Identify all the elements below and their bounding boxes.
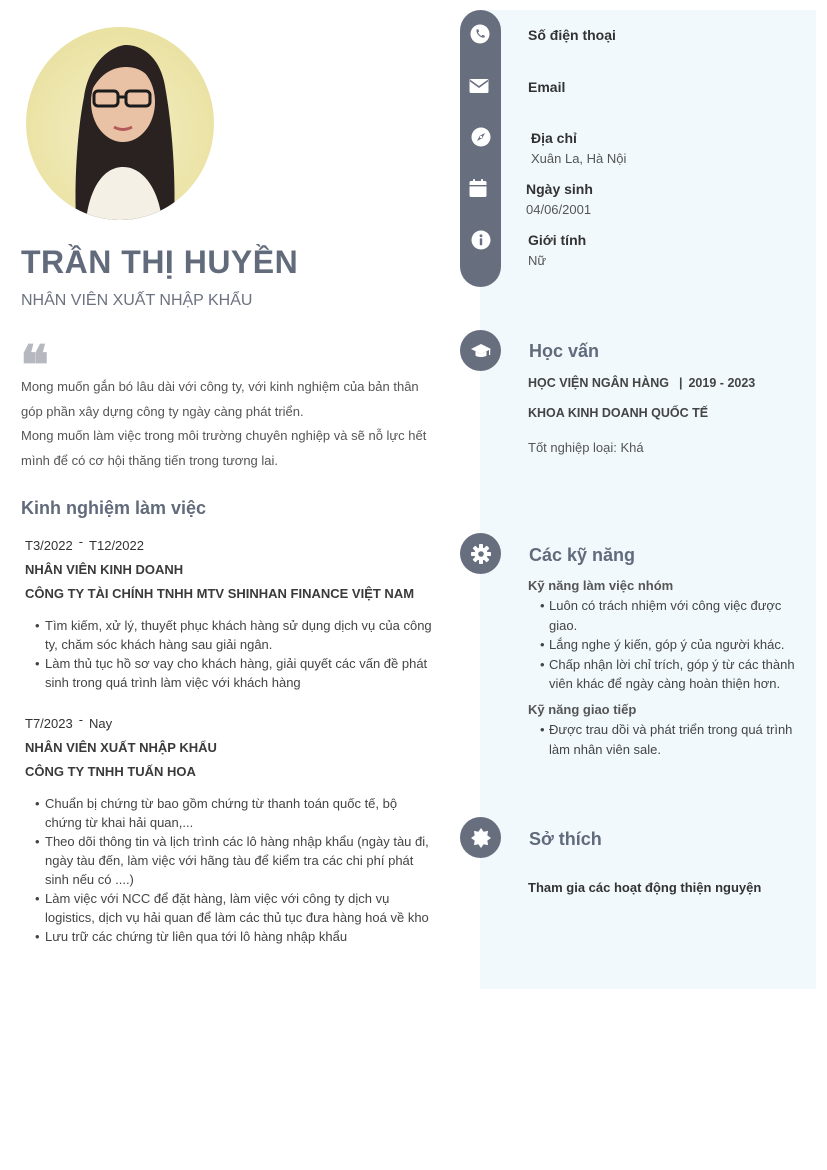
graduation-cap-icon bbox=[470, 340, 492, 362]
education-section-icon bbox=[460, 330, 501, 371]
separator: | bbox=[678, 376, 683, 390]
quote-icon: ❝ bbox=[20, 333, 50, 397]
phone-icon bbox=[470, 24, 490, 44]
date-dash: - bbox=[78, 712, 84, 727]
edu-end: 2023 bbox=[727, 376, 756, 390]
objective-line: Mong muốn gắn bó lâu dài với công ty, với kinh nghiệm của bản thân bbox=[21, 379, 419, 394]
skill-group bbox=[528, 700, 798, 759]
job-duty: • Chuẩn bị chứng từ bao gồm chứng từ thanh toán quốc tế, bộ chứng từ khai hải quan,... bbox=[35, 794, 437, 832]
info-icon bbox=[471, 230, 491, 250]
hobby-item: Tham gia các hoạt động thiện nguyện bbox=[528, 880, 762, 895]
birthday-label: Ngày sinh bbox=[526, 181, 593, 197]
skill-group-title: Kỹ năng làm việc nhóm bbox=[528, 578, 674, 593]
job-duty: • Làm thủ tục hồ sơ vay cho khách hàng, giải quyết các vấn đề phát sinh trong quá trình làm việc với khách hàng bbox=[35, 654, 437, 692]
job-company: CÔNG TY TNHH TUẤN HOA bbox=[25, 764, 196, 779]
job-entry bbox=[25, 712, 437, 946]
job-duties bbox=[25, 616, 437, 692]
badge-icon bbox=[470, 827, 492, 849]
objective-line: mình để có cơ hội thăng tiến trong tương lai. bbox=[21, 452, 279, 468]
gear-icon bbox=[470, 543, 492, 565]
school-name: HỌC VIỆN NGÂN HÀNG bbox=[528, 376, 669, 390]
education-major: KHOA KINH DOANH QUỐC TẾ bbox=[528, 406, 709, 420]
education-heading: Học vấn bbox=[529, 341, 600, 361]
job-dates bbox=[25, 534, 437, 558]
gender-label: Giới tính bbox=[528, 232, 587, 248]
job-start: T7/2023 bbox=[25, 716, 73, 731]
skill-item: • Luôn có trách nhiệm với công việc được giao. bbox=[540, 596, 798, 635]
candidate-position: NHÂN VIÊN XUẤT NHẬP KHẨU bbox=[21, 292, 253, 309]
job-duty: • Tìm kiếm, xử lý, thuyết phục khách hàng sử dụng dịch vụ của công ty, chăm sóc khách hàng sau giải ngân. bbox=[35, 616, 437, 654]
experience-heading: Kinh nghiệm làm việc bbox=[21, 498, 207, 518]
skills-section-icon bbox=[460, 533, 501, 574]
job-end: Nay bbox=[89, 716, 113, 731]
career-objective bbox=[21, 375, 441, 473]
skills-heading: Các kỹ năng bbox=[529, 545, 636, 565]
address-label: Địa chỉ bbox=[531, 130, 577, 146]
gender-value: Nữ bbox=[528, 253, 547, 268]
education-school-line bbox=[528, 376, 755, 390]
email-label: Email bbox=[528, 79, 566, 95]
job-end: T12/2022 bbox=[89, 538, 144, 553]
skill-item: • Chấp nhận lời chỉ trích, góp ý từ các thành viên khác để ngày càng hoàn thiện hơn. bbox=[540, 655, 798, 694]
job-duty: • Theo dõi thông tin và lịch trình các lô hàng nhập khẩu (ngày tàu đi, ngày tàu đến, làm việc với hãng tàu để kiểm tra các chi phí phát sinh nếu có ....) bbox=[35, 832, 437, 889]
edu-start: 2019 bbox=[688, 376, 717, 390]
job-title: NHÂN VIÊN XUẤT NHẬP KHẨU bbox=[25, 740, 217, 755]
job-dates bbox=[25, 712, 437, 736]
envelope-icon bbox=[469, 76, 489, 96]
phone-label: Số điện thoại bbox=[528, 27, 616, 43]
birthday-value: 04/06/2001 bbox=[526, 202, 592, 217]
job-duty: • Lưu trữ các chứng từ liên qua tới lô hàng nhập khẩu bbox=[35, 927, 437, 946]
hobbies-heading: Sở thích bbox=[529, 829, 602, 849]
skill-item: • Lắng nghe ý kiến, góp ý của người khác. bbox=[540, 635, 798, 655]
job-title: NHÂN VIÊN KINH DOANH bbox=[25, 562, 184, 577]
skill-item: • Được trau dồi và phát triển trong quá trình làm nhân viên sale. bbox=[540, 720, 798, 759]
compass-icon bbox=[471, 127, 491, 147]
calendar-icon bbox=[468, 178, 488, 198]
job-company: CÔNG TY TÀI CHÍNH TNHH MTV SHINHAN FINANCE VIỆT NAM bbox=[25, 586, 415, 601]
date-dash: - bbox=[78, 534, 84, 549]
skill-group bbox=[528, 576, 798, 694]
job-start: T3/2022 bbox=[25, 538, 73, 553]
profile-photo bbox=[26, 27, 214, 220]
job-duty: • Làm việc với NCC để đặt hàng, làm việc với công ty dịch vụ logistics, dịch vụ hải quan để làm các thủ tục đưa hàng hoá về kho bbox=[35, 889, 437, 927]
education-note: Tốt nghiệp loại: Khá bbox=[528, 440, 644, 455]
job-duties bbox=[25, 794, 437, 946]
hobbies-section-icon bbox=[460, 817, 501, 858]
date-dash: - bbox=[719, 376, 724, 390]
candidate-name: TRẦN THỊ HUYỀN bbox=[21, 244, 299, 280]
address-value: Xuân La, Hà Nội bbox=[531, 151, 627, 166]
objective-line: Mong muốn làm việc trong môi trường chuyên nghiệp và sẽ nỗ lực hết bbox=[21, 428, 427, 443]
job-entry bbox=[25, 534, 437, 692]
objective-line: góp phần xây dựng công ty ngày càng phát triển. bbox=[21, 403, 304, 419]
skill-items bbox=[528, 720, 798, 759]
skill-group-title: Kỹ năng giao tiếp bbox=[528, 702, 637, 717]
skill-items bbox=[528, 596, 798, 694]
